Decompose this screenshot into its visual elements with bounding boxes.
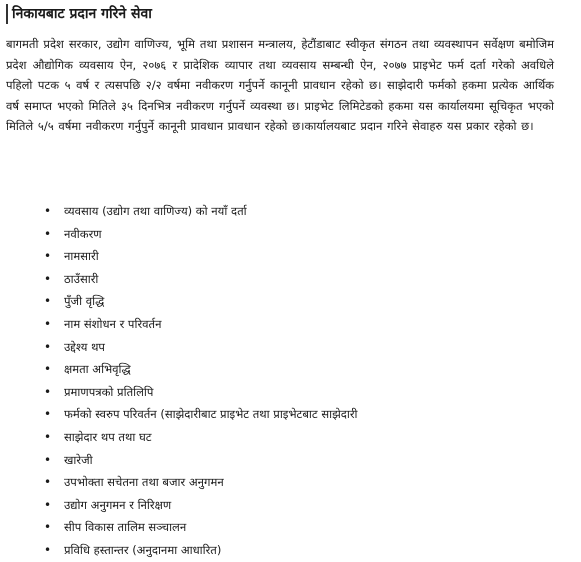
- service-item-label: फर्मको स्वरुप परिवर्तन (साझेदारीबाट प्राइभेट तथा प्राइभेटबाट साझेदारी: [64, 407, 358, 422]
- bullet-icon: •: [44, 204, 52, 218]
- service-item-label: क्षमता अभिवृद्धि: [64, 362, 131, 377]
- bullet-icon: •: [44, 249, 52, 264]
- service-item-label: ठाउँसारी: [64, 271, 99, 286]
- bullet-icon: •: [44, 271, 52, 286]
- bullet-icon: •: [44, 407, 52, 422]
- bullet-icon: •: [44, 339, 52, 354]
- bullet-icon: •: [44, 429, 52, 444]
- bullet-icon: •: [44, 475, 52, 490]
- bullet-icon: •: [44, 384, 52, 399]
- service-item-label: व्यवसाय (उद्योग तथा वाणिज्य) को नयाँ दर्ता: [64, 204, 247, 218]
- bullet-icon: •: [44, 452, 52, 467]
- service-item-label: पुँजी वृद्धि: [64, 294, 105, 309]
- service-item-label: सीप विकास तालिम सञ्चालन: [64, 520, 187, 535]
- service-item-label: प्रमाणपत्रको प्रतिलिपि: [64, 384, 154, 399]
- bullet-icon: •: [44, 497, 52, 512]
- bullet-icon: •: [44, 542, 52, 557]
- service-item-label: प्रविधि हस्तान्तर (अनुदानमा आधारित): [64, 542, 222, 557]
- page-heading: निकायबाट प्रदान गरिने सेवा: [6, 4, 152, 24]
- bullet-icon: •: [44, 226, 52, 241]
- bullet-icon: •: [44, 294, 52, 309]
- service-item-label: नामसारी: [64, 249, 99, 264]
- service-item-label: उद्योग अनुगमन र निरिक्षण: [64, 497, 172, 512]
- intro-paragraph: बागमती प्रदेश सरकार, उद्योग वाणिज्य, भूमि तथा प्रशासन मन्त्रालय, हेटौंडाबाट स्वीकृत संगठन तथा व्यवस्थापन सर्वेक्षण बमोजिम प्रदेश औद्योगिक व्यवसाय ऐन, २०७६ र प्रादेशिक व्यापार तथा व्यवसाय सम्बन्धी ऐन, २०७७ प्राइभेट फर्म दर्ता गरेको अवधिले पहिलो पटक ५ वर्ष र त्यसपछि २/२ वर्षमा नवीकरण गर्नुपर्ने कानूनी प्रावधान रहेको छ। साझेदारी फर्मको हकमा प्रत्येक आर्थिक वर्ष समाप्त भएको मितिले ३५ दिनभित्र नवीकरण गर्नुपर्ने व्यवस्था छ। प्राइभेट लिमिटेडको हकमा यस कार्यालयमा सूचिकृत भएको मितिले ५/५ वर्षमा नवीकरण गर्नुपुर्ने कानूनी प्रावधान प्रावधान रहेको छ।कार्यालयबाट प्रदान गरिने सेवाहरु यस प्रकार रहेको छ।: [6, 37, 555, 133]
- service-item-label: साझेदार थप तथा घट: [64, 429, 152, 444]
- service-item-label: उपभोक्ता सचेतना तथा बजार अनुगमन: [64, 475, 224, 490]
- service-item-label: खारेजी: [64, 452, 93, 467]
- service-item-label: नाम संशोधन र परिवर्तन: [64, 316, 162, 331]
- bullet-icon: •: [44, 316, 52, 331]
- service-item-label: नवीकरण: [64, 226, 102, 241]
- bullet-icon: •: [44, 520, 52, 535]
- bullet-icon: •: [44, 362, 52, 377]
- service-item-label: उद्देश्य थप: [64, 339, 105, 354]
